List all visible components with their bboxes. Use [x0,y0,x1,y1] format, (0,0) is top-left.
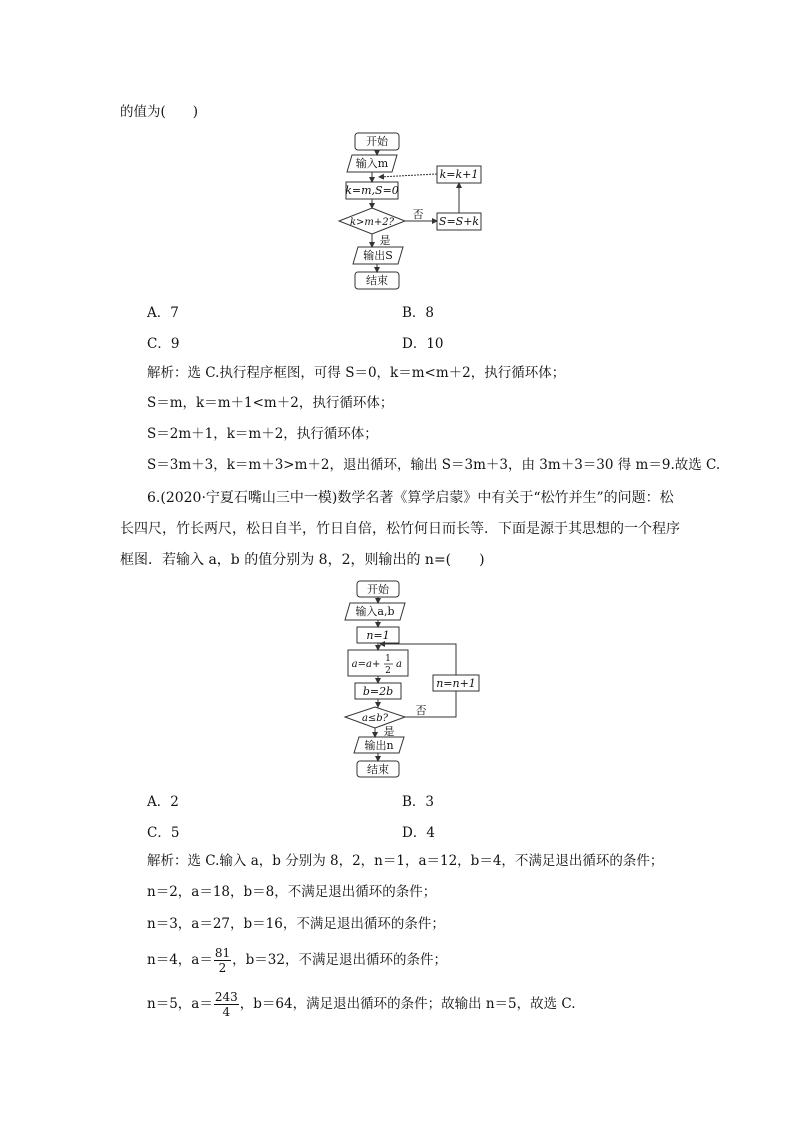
fc2-end-label: 结束 [367,763,389,776]
q5-solution-line-3: S＝2m＋1，k＝m＋2，执行循环体； [147,426,378,442]
fraction-denominator: 4 [222,1005,231,1019]
fc2-condition-label: a≤b? [361,713,389,724]
fraction-81-2 [214,946,231,975]
fc2-yes-label: 是 [383,725,395,738]
q5-option-d: D．10 [402,336,444,352]
fc1-yes-label: 是 [379,234,391,247]
q6-option-d: D．4 [402,825,435,841]
q6-solution-line-3: n＝3，a＝27，b＝16，不满足退出循环的条件； [147,916,445,932]
q6-solution-line-4 [147,943,447,977]
fc2-input-label: 输入a,b [355,605,395,618]
fc1-update-s-label: S=S+k [438,215,480,228]
fc2-update-a-num: 1 [385,654,391,664]
q6-text-line-3: 框图．若输入 a，b 的值分别为 8，2，则输出的 n=( ) [120,552,485,568]
fc2-update-n-label: n=n+1 [436,677,476,690]
fraction-denominator: 2 [218,961,227,975]
fraction-numerator: 243 [214,990,238,1004]
fc1-init-label: k=m,S=0 [345,184,399,197]
fc2-no-label: 否 [415,704,427,717]
fc1-output-label: 输出S [363,249,393,262]
fraction-243-4 [214,990,239,1019]
q5-option-c: C．9 [147,336,180,352]
fc1-condition-label: k>m+2? [349,217,395,228]
fc1-no-label: 否 [412,208,424,221]
q6-solution-line-4-pre: n＝4，a＝ [147,952,213,968]
q6-solution-line-5-post: ，b＝64，满足退出循环的条件；故输出 n＝5，故选 C. [239,996,576,1012]
q5-option-a: A．7 [147,305,179,321]
q5-solution-line-4: S＝3m＋3，k＝m＋3>m＋2，退出循环，输出 S＝3m＋3，由 3m＋3＝30 得 m＝9.故选 C. [147,457,721,473]
q6-text-line-2: 长四尺，竹长两尺，松日自半，竹日自倍，松竹何日而长等．下面是源于其思想的一个程序 [120,521,680,537]
fc2-update-b-label: b=2b [362,685,394,698]
fc2-output-label: 输出n [364,739,394,752]
q6-option-b: B．3 [402,794,435,810]
fc2-update-a-left: a=a+ [351,659,381,670]
fc2-init-label: n=1 [366,629,390,642]
fc2-update-a-right: a [396,659,402,670]
intro-text: 的值为( ) [120,104,199,120]
q6-solution-line-4-post: ，b＝32，不满足退出循环的条件； [232,952,447,968]
fc1-update-k-label: k=k+1 [439,168,479,181]
fraction-numerator: 81 [214,946,231,960]
q5-solution-line-1: 解析：选 C.执行程序框图，可得 S＝0，k＝m<m＋2，执行循环体； [147,365,566,381]
fc2-start-label: 开始 [367,583,389,596]
q6-solution-line-1: 解析：选 C.输入 a，b 分别为 8，2，n＝1，a＝12，b＝4，不满足退出循环的条件； [147,853,664,869]
q5-solution-line-2: S＝m，k＝m＋1<m＋2，执行循环体； [147,395,394,411]
q5-option-b: B．8 [402,305,435,321]
q6-text-line-1: 6.(2020·宁夏石嘴山三中一模)数学名著《算学启蒙》中有关于“松竹并生”的问题：松 [147,490,674,506]
q6-option-a: A．2 [147,794,179,810]
fc2-update-a-den: 2 [385,666,391,676]
fc1-end-label: 结束 [366,274,388,287]
fc1-start-label: 开始 [366,135,388,148]
fc1-input-label: 输入m [355,157,389,170]
q6-option-c: C．5 [147,825,180,841]
q6-solution-line-5-pre: n＝5，a＝ [147,996,213,1012]
q6-solution-line-5 [147,987,576,1021]
q6-solution-line-2: n＝2，a＝18，b＝8，不满足退出循环的条件； [147,884,437,900]
